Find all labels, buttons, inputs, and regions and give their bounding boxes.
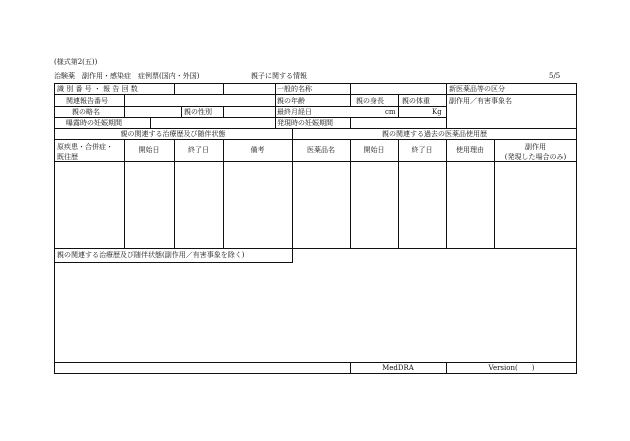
last-menstruation-label: 最終月経日 [277, 108, 312, 116]
parent-weight-label: 親の体重 [402, 97, 430, 105]
new-drug-class-label: 新医薬品等の区分 [449, 85, 505, 93]
col-line [174, 83, 175, 94]
col-header-drug-end: 終了日 [411, 146, 433, 154]
exposure-gestation-label: 曝露時の妊娠期間 [66, 119, 122, 127]
col-line [398, 94, 399, 117]
page-number: 5/5 [549, 72, 561, 80]
col-line [124, 94, 125, 117]
other-history-title: 親の関連する治療歴及び随伴状態(副作用／有害事象を除く) [57, 251, 245, 259]
meddra-label: MedDRA [382, 364, 414, 372]
col-line [223, 83, 224, 94]
col-header-remarks: 備考 [250, 146, 265, 154]
general-name-label: 一般的名称 [277, 85, 312, 93]
parent-age-label: 親の年齢 [277, 97, 305, 105]
parent-initials-label: 親の略名 [72, 108, 100, 116]
unit-kg: Kg [432, 108, 442, 116]
unit-cm: cm [385, 108, 396, 116]
parent-height-label: 親の身長 [356, 97, 384, 105]
col-line [150, 117, 151, 128]
row-line [54, 248, 577, 249]
col-line [275, 94, 276, 128]
related-report-no-label: 関連報告番号 [66, 97, 108, 105]
parent-sex-label: 親の性別 [184, 108, 212, 116]
form-number: (様式第2(五)) [54, 58, 98, 66]
section-title: 親子に関する情報 [251, 72, 307, 80]
col-line [223, 139, 224, 248]
col-line [350, 94, 351, 106]
col-header-side-effect: 副作用 (発現した場合のみ) [504, 143, 567, 161]
col-line [223, 106, 224, 117]
col-header-disease: 原疾患・合併症・ 既往歴 [57, 143, 113, 161]
col-line [446, 94, 447, 117]
row-line [54, 128, 577, 129]
col-header-start-date: 開始日 [138, 146, 160, 154]
adverse-event-name-label: 副作用／有害事象名 [449, 97, 512, 105]
form-title: 治験薬 副作用・感染症 症例票(国内・外国) [54, 72, 200, 80]
id-report-label: 識 別 番 号 ・ 報 告 回 数 [57, 85, 138, 93]
col-header-drug-name: 医薬品名 [307, 146, 335, 154]
col-header-drug-start: 開始日 [363, 146, 385, 154]
onset-gestation-label: 発現時の妊娠期間 [277, 119, 333, 127]
drug-history-title: 親の関連する過去の医薬品使用歴 [382, 130, 487, 138]
col-line [174, 139, 175, 248]
col-header-reason: 使用理由 [456, 146, 484, 154]
row-line [54, 94, 577, 95]
col-line [275, 83, 276, 94]
col-line [398, 139, 399, 248]
treatment-history-title: 親の関連する治療歴及び随伴状態 [120, 130, 226, 138]
col-line [350, 83, 351, 94]
meddra-version-label: Version( ) [488, 364, 535, 372]
row-line [54, 117, 446, 118]
col-header-end-date: 終了日 [188, 146, 209, 154]
col-line [446, 139, 447, 248]
col-line [350, 117, 351, 128]
row-line [54, 139, 577, 140]
row-line [54, 106, 446, 107]
col-line [124, 139, 125, 248]
col-line [181, 106, 182, 117]
row-line [54, 262, 293, 263]
col-line [350, 139, 351, 248]
row-line [54, 362, 577, 363]
